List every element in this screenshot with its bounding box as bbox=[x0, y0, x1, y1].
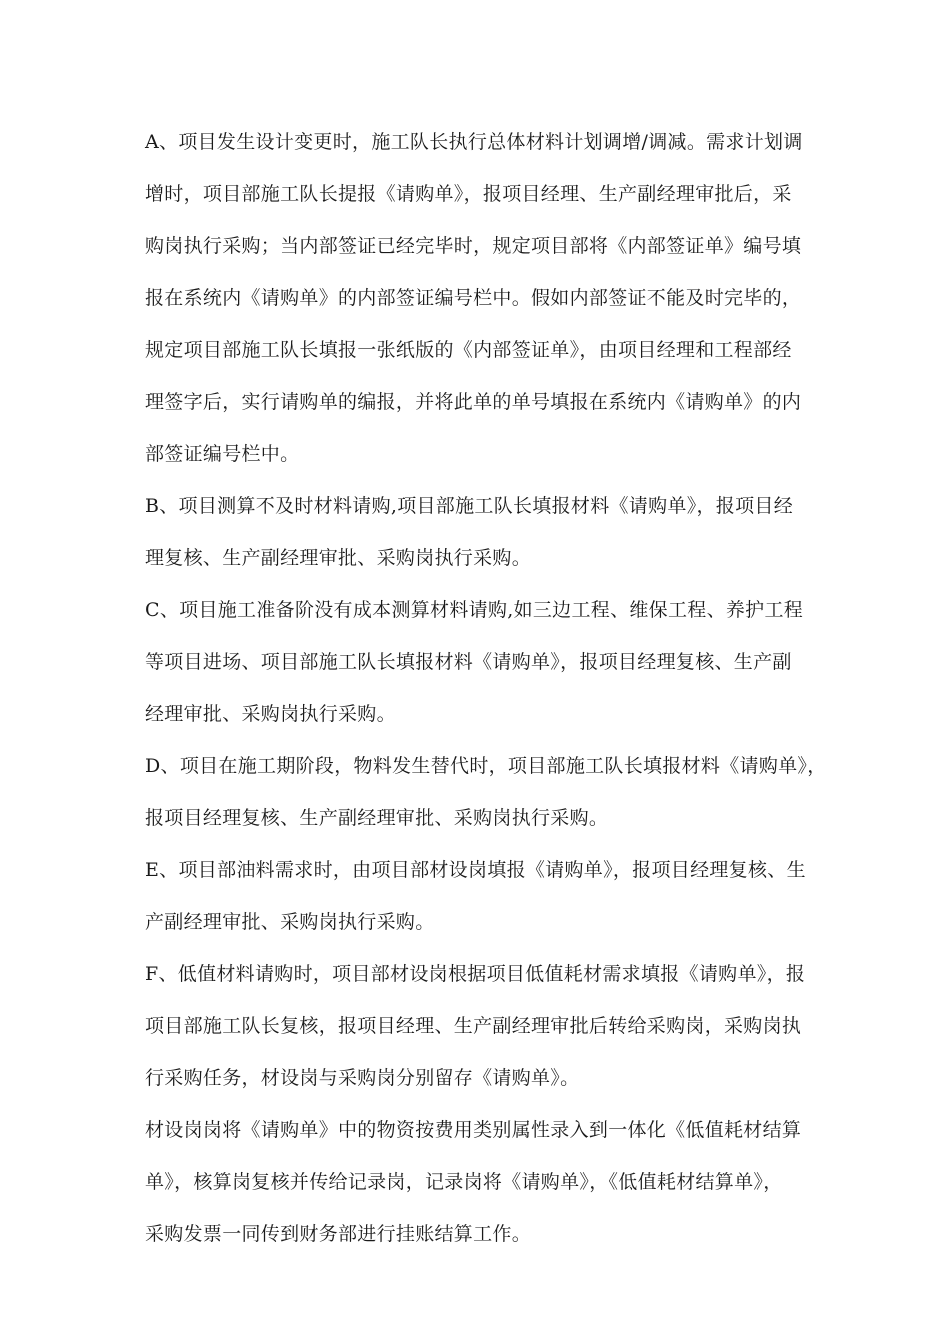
text-line: F、低值材料请购时，项目部材设岗根据项目低值耗材需求填报《请购单》，报 bbox=[145, 963, 806, 985]
text-line: 规定项目部施工队长填报一张纸版的《内部签证单》，由项目经理和工程部经 bbox=[145, 339, 792, 361]
text-line: 材设岗岗将《请购单》中的物资按费用类别属性录入到一体化《低值耗材结算 bbox=[145, 1119, 802, 1141]
text-line: 采购发票一同传到财务部进行挂账结算工作。 bbox=[145, 1223, 532, 1245]
text-line: 理复核、生产副经理审批、采购岗执行采购。 bbox=[145, 547, 532, 569]
text-line: 部签证编号栏中。 bbox=[145, 443, 300, 465]
text-line: D、项目在施工期阶段，物料发生替代时，项目部施工队长填报材料《请购单》， bbox=[145, 755, 827, 777]
text-line: 增时，项目部施工队长提报《请购单》，报项目经理、生产副经理审批后，采 bbox=[145, 183, 792, 205]
text-line: E、项目部油料需求时，由项目部材设岗填报《请购单》，报项目经理复核、生 bbox=[145, 859, 806, 881]
text-line: 项目部施工队长复核，报项目经理、生产副经理审批后转给采购岗，采购岗执 bbox=[145, 1015, 802, 1037]
text-line: A、项目发生设计变更时，施工队长执行总体材料计划调增/调减。需求计划调 bbox=[145, 131, 803, 153]
text-line: 产副经理审批、采购岗执行采购。 bbox=[145, 911, 435, 933]
text-line: 经理审批、采购岗执行采购。 bbox=[145, 703, 396, 725]
text-line: 等项目进场、项目部施工队长填报材料《请购单》，报项目经理复核、生产副 bbox=[145, 651, 792, 673]
text-line: 报项目经理复核、生产副经理审批、采购岗执行采购。 bbox=[145, 807, 609, 829]
text-line: 购岗执行采购；当内部签证已经完毕时，规定项目部将《内部签证单》编号填 bbox=[145, 235, 802, 257]
text-line: 单》，核算岗复核并传给记录岗，记录岗将《请购单》，《低值耗材结算单》， bbox=[145, 1171, 783, 1193]
text-line: 行采购任务，材设岗与采购岗分别留存《请购单》。 bbox=[145, 1067, 580, 1089]
text-line: 理签字后，实行请购单的编报，并将此单的单号填报在系统内《请购单》的内 bbox=[145, 391, 802, 413]
text-line: 报在系统内《请购单》的内部签证编号栏中。假如内部签证不能及时完毕的， bbox=[145, 287, 802, 309]
document-body bbox=[145, 116, 825, 1260]
text-line: B、项目测算不及时材料请购,项目部施工队长填报材料《请购单》，报项目经 bbox=[145, 495, 794, 517]
text-line: C、项目施工准备阶没有成本测算材料请购,如三边工程、维保工程、养护工程 bbox=[145, 599, 804, 621]
